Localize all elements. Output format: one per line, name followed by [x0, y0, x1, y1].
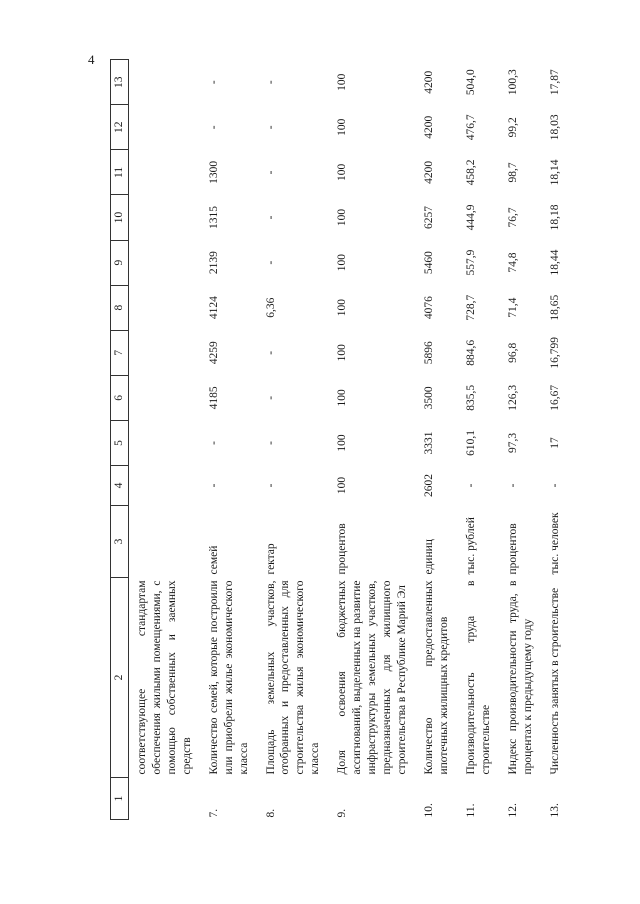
value-cell: 4200	[422, 115, 435, 139]
indicator-name: соответствующее стандартам обеспечения жилыми помещениями, с помощью собственных и заемных средств	[135, 580, 193, 775]
value-cell: 96,8	[506, 342, 519, 363]
value-cell: 5896	[422, 341, 435, 365]
value-cell: 100	[336, 389, 349, 407]
value-cell: 99,2	[506, 117, 519, 138]
value-cell: 18,65	[548, 294, 561, 321]
value-cell: 5460	[422, 251, 435, 275]
rotated-table-container	[110, 60, 570, 820]
value-cell: 476,7	[464, 114, 477, 141]
value-cell	[128, 285, 200, 330]
header-cell: 13	[111, 60, 129, 105]
header-cell: 12	[111, 105, 129, 150]
value-cell: 100	[336, 434, 349, 452]
value-cell: -	[264, 395, 277, 400]
value-cell	[128, 466, 200, 506]
unit-cell: тыс. рублей	[464, 517, 477, 575]
value-cell: 1315	[207, 205, 220, 229]
value-cell: 884,6	[464, 339, 477, 366]
value-cell: 100	[336, 73, 349, 91]
table-row	[500, 60, 542, 820]
value-cell: 4124	[207, 296, 220, 320]
header-cell: 2	[111, 578, 129, 778]
header-cell: 11	[111, 150, 129, 195]
indicator-name: Доля освоения бюджетных ассигнований, выделенных на развитие инфраструктуры земельных участков, предназначенных для жилищного строительства в Республике Марий Эл	[336, 580, 408, 775]
value-cell: -	[207, 125, 220, 130]
value-cell: -	[207, 80, 220, 85]
value-cell: 126,3	[506, 384, 519, 411]
value-cell: -	[207, 441, 220, 445]
table-row	[258, 60, 330, 820]
value-cell: 97,3	[506, 432, 519, 454]
value-cell: 18,18	[548, 204, 561, 231]
value-cell: -	[264, 125, 277, 130]
indicator-name: Производительность труда в строительстве	[464, 580, 492, 775]
row-number: 7.	[207, 808, 220, 818]
value-cell	[128, 330, 200, 375]
row-number: 10.	[422, 803, 435, 818]
value-cell: 18,03	[548, 114, 561, 141]
value-cell: 1300	[207, 160, 220, 184]
value-cell: 4185	[207, 386, 220, 410]
indicators-table	[110, 59, 569, 820]
indicator-name: Численность занятых в строительстве	[548, 587, 561, 775]
value-cell: 610,1	[464, 430, 477, 456]
page-number: 4	[88, 52, 95, 67]
value-cell: 4259	[207, 341, 220, 365]
header-cell: 6	[111, 375, 129, 420]
value-cell: -	[464, 483, 477, 488]
header-cell: 8	[111, 285, 129, 330]
unit-cell: процентов	[336, 523, 349, 575]
value-cell: 4076	[422, 296, 435, 320]
table-row	[542, 60, 569, 820]
header-cell: 5	[111, 420, 129, 465]
unit-cell: процентов	[506, 523, 519, 575]
header-cell: 4	[111, 466, 129, 506]
table-body	[128, 60, 568, 820]
header-row	[111, 60, 129, 820]
header-cell: 1	[111, 778, 129, 820]
value-cell: -	[264, 350, 277, 355]
value-cell	[128, 375, 200, 420]
value-cell: -	[264, 483, 277, 488]
value-cell: -	[264, 80, 277, 85]
header-cell: 9	[111, 240, 129, 285]
value-cell: -	[207, 483, 220, 488]
value-cell: 6,36	[264, 297, 277, 318]
value-cell: 2139	[207, 251, 220, 275]
row-number: 13.	[548, 803, 561, 818]
value-cell: -	[264, 260, 277, 265]
header-cell: 7	[111, 330, 129, 375]
value-cell: 16,799	[548, 336, 561, 369]
table-row	[201, 60, 258, 820]
value-cell: 98,7	[506, 162, 519, 183]
value-cell: 100	[336, 299, 349, 317]
value-cell: 504,0	[464, 69, 477, 96]
value-cell: 18,14	[548, 159, 561, 186]
value-cell	[128, 150, 200, 195]
value-cell: 3500	[422, 386, 435, 410]
value-cell: 74,8	[506, 252, 519, 273]
unit-cell: тыс. человек	[548, 512, 561, 575]
row-number: 9.	[336, 808, 349, 818]
row-number: 8.	[264, 808, 277, 818]
value-cell: -	[506, 483, 519, 488]
indicator-name: Площадь земельных участков, отобранных и предоставленных для строительства жилья экономического класса	[264, 580, 322, 775]
table-row	[416, 60, 458, 820]
value-cell: 17,87	[548, 69, 561, 96]
table-row	[329, 60, 416, 820]
value-cell	[128, 240, 200, 285]
unit-cell	[128, 506, 200, 578]
value-cell: 835,5	[464, 384, 477, 411]
value-cell	[128, 195, 200, 240]
value-cell: 100	[336, 118, 349, 136]
row-number	[128, 778, 200, 820]
value-cell: -	[264, 170, 277, 175]
indicator-name: Индекс производительности труда, в процентах к предыдущему году	[506, 580, 534, 775]
indicator-name: Количество предоставленных ипотечных жилищных кредитов	[422, 580, 450, 775]
value-cell: 728,7	[464, 294, 477, 321]
value-cell: -	[548, 483, 561, 488]
value-cell: 444,9	[464, 204, 477, 231]
value-cell: 71,4	[506, 297, 519, 318]
value-cell: 6257	[422, 205, 435, 229]
table-row	[458, 60, 500, 820]
value-cell	[128, 105, 200, 150]
row-number: 11.	[464, 803, 477, 818]
value-cell: 16,67	[548, 384, 561, 411]
value-cell: 76,7	[506, 207, 519, 228]
value-cell: 100	[336, 476, 349, 495]
value-cell: 100	[336, 208, 349, 227]
value-cell: 4200	[422, 160, 435, 184]
value-cell: 2602	[422, 474, 435, 497]
value-cell: 100	[336, 344, 349, 362]
value-cell: 458,2	[464, 159, 477, 186]
unit-cell: гектар	[264, 543, 277, 575]
row-number: 12.	[506, 803, 519, 818]
indicator-name: Количество семей, которые построили или приобрели жилье экономического класса	[207, 580, 250, 775]
value-cell: 3331	[422, 431, 435, 455]
unit-cell: единиц	[422, 539, 435, 575]
value-cell: -	[264, 441, 277, 445]
value-cell: 100	[336, 253, 349, 272]
value-cell: 100	[336, 163, 349, 182]
value-cell: 557,9	[464, 249, 477, 276]
header-cell: 10	[111, 195, 129, 240]
value-cell: 17	[548, 437, 561, 449]
value-cell: 4200	[422, 70, 435, 94]
value-cell: -	[264, 215, 277, 220]
header-cell: 3	[111, 506, 129, 578]
value-cell	[128, 420, 200, 465]
value-cell: 18,44	[548, 249, 561, 276]
table-row	[128, 60, 200, 820]
value-cell	[128, 60, 200, 105]
unit-cell: семей	[207, 545, 220, 575]
value-cell: 100,3	[506, 69, 519, 96]
